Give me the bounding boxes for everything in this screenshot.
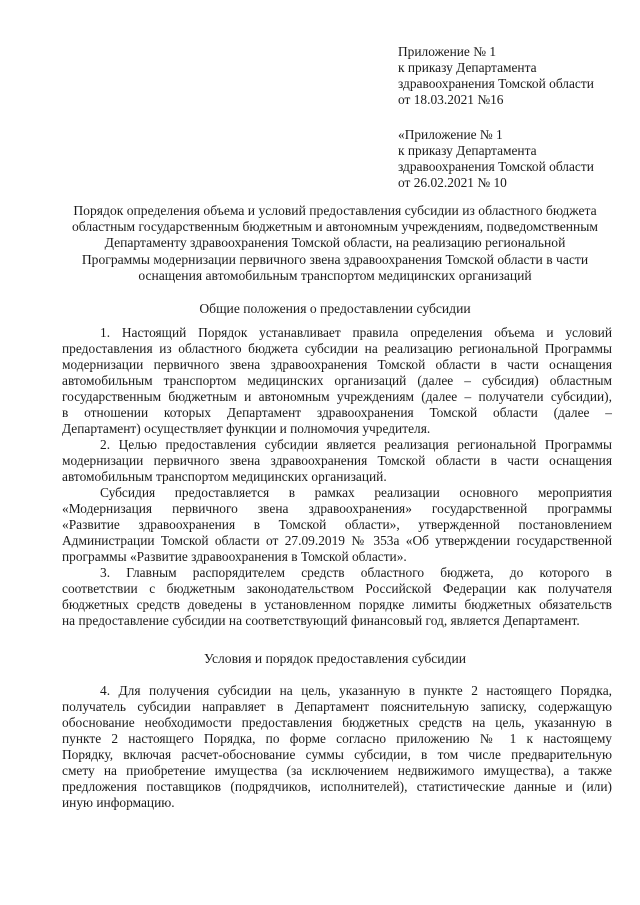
title-line: Программы модернизации первичного звена здравоохранения Томской области в части [81,251,589,267]
section-heading-general: Общие положения о предоставлении субсидии [199,301,471,316]
paragraph-line: пункте 2 настоящего Порядка, по форме согласно приложению № 1 к настоящему [62,731,612,746]
appendix-line: к приказу Департамента [398,143,537,158]
paragraph-line: 1. Настоящий Порядок устанавливает правила определения объема и условий [100,325,612,340]
appendix-line: здравоохранения Томской области [398,76,594,91]
paragraph-line: автомобильным транспортом медицинских организаций (далее – субсидия) областным [62,373,612,388]
paragraph-line: обоснование необходимости предоставления бюджетных средств на цель, указанную в [62,715,612,730]
appendix-header-previous [398,127,594,191]
paragraph-line: программы «Развитие здравоохранения в Томской области». [62,549,407,564]
appendix-line: от 18.03.2021 №16 [398,92,504,107]
section-body-general [62,325,612,629]
paragraph-line: в отношении которых Департамент здравоохранения Томской области (далее – [62,405,612,420]
paragraph-line: 2. Целью предоставления субсидии является реализация региональной Программы [100,437,612,452]
paragraph-line: Администрации Томской области от 27.09.2019 № 353а «Об утверждении государственной [62,533,612,548]
paragraph-line: предложения поставщиков (подрядчиков, исполнителей), статистические данные и (или) [62,779,612,794]
paragraph-line: предоставления из областного бюджета субсидии на реализацию региональной Программы [62,341,612,356]
paragraph-line: модернизации первичного звена здравоохранения Томской области в части оснащения [62,453,612,468]
paragraph-line: иную информацию. [62,795,175,810]
paragraph-line: Субсидия предоставляется в рамках реализации основного мероприятия [100,485,612,500]
title-line: областным государственным бюджетным и автономным учреждениям, подведомственным [71,219,599,235]
paragraph-line: получатель субсидии направляет в Департамент пояснительную записку, содержащую [62,699,612,714]
appendix-line: от 26.02.2021 № 10 [398,175,507,190]
section-heading-conditions: Условия и порядок предоставления субсидии [203,651,467,666]
paragraph-line: Порядку, включая расчет-обоснование суммы субсидии, в том числе предварительную [62,747,612,762]
document-title [40,203,630,284]
section-body-conditions [62,683,612,811]
appendix-line: «Приложение № 1 [398,127,503,142]
title-line: Порядок определения объема и условий предоставления субсидии из областного бюджета [73,203,597,218]
paragraph-line: соответствии с бюджетным законодательством Российской Федерации как получателя [62,581,612,596]
appendix-line: здравоохранения Томской области [398,159,594,174]
paragraph-line: «Развитие здравоохранения в Томской области», утвержденной постановлением [62,517,612,532]
paragraph-line: Департамент) осуществляет функции и полномочия учредителя. [62,421,431,436]
paragraph-line: государственным бюджетным и автономным учреждениям (далее – получатели субсидии), [62,389,612,404]
paragraph-line: 4. Для получения субсидии на цель, указанную в пункте 2 настоящего Порядка, [100,683,612,698]
paragraph-line: смету на приобретение имущества (за исключением недвижимого имущества), а также [62,763,612,778]
appendix-line: к приказу Департамента [398,60,537,75]
paragraph-line: 3. Главным распорядителем средств областного бюджета, до которого в [100,565,612,580]
appendix-line: Приложение № 1 [398,44,497,59]
paragraph-line: «Модернизация первичного звена здравоохранения» государственной программы [62,501,612,516]
paragraph-line: бюджетных средств доведены в установленном порядке лимиты бюджетных обязательств [62,597,612,612]
appendix-header-current [398,44,594,108]
paragraph-line: на предоставление субсидии на соответствующий финансовый год, является Департамент. [62,613,580,628]
title-line: Департаменту здравоохранения Томской области, на реализацию региональной [104,235,566,251]
paragraph-line: автомобильным транспортом медицинских организаций. [62,469,387,484]
title-line: оснащения автомобильным транспортом медицинских организаций [138,267,532,283]
paragraph-line: модернизации первичного звена здравоохранения Томской области в части оснащения [62,357,612,372]
